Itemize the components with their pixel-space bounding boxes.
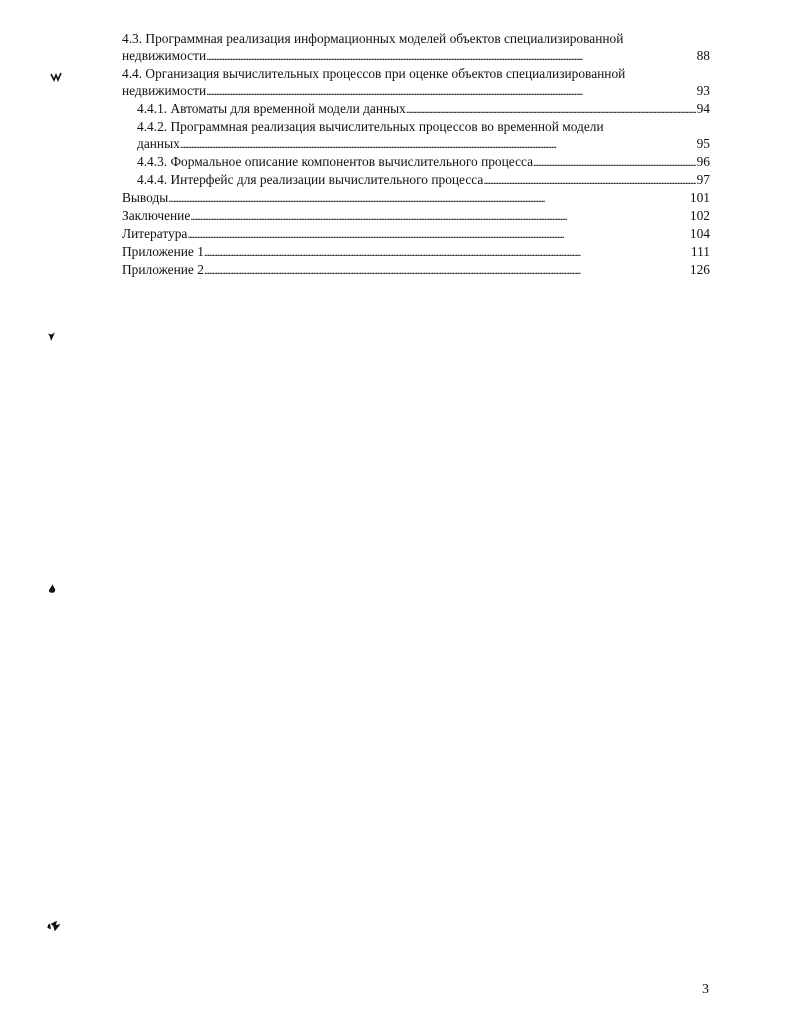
scan-mark-icon xyxy=(47,331,56,342)
toc-page-number: 95 xyxy=(696,136,710,151)
dot-leader xyxy=(204,243,690,261)
toc-entry-title: Литература xyxy=(122,226,188,241)
page-number: 3 xyxy=(702,982,709,997)
toc-entry-final-conclusion[interactable] xyxy=(122,207,710,225)
toc-entry-title: 4.4.1. Автоматы для временной модели данных xyxy=(137,101,406,116)
dot-leader xyxy=(190,207,689,225)
toc-page-number: 88 xyxy=(696,48,710,63)
scan-mark-icon xyxy=(47,920,60,931)
toc-entry-title-line2: данных xyxy=(137,136,180,151)
toc-page-number: 101 xyxy=(689,190,710,205)
toc-entry-title-line1: 4.3. Программная реализация информационных моделей объектов специализированной xyxy=(122,31,624,46)
toc-entry-appendix-1[interactable] xyxy=(122,243,710,261)
toc-entry-appendix-2[interactable] xyxy=(122,261,710,279)
dot-leader xyxy=(168,189,689,207)
dot-leader xyxy=(483,171,695,189)
toc-entry-title-line1: 4.4. Организация вычислительных процессов при оценке объектов специализированной xyxy=(122,66,626,81)
toc-entry-4-4-4[interactable] xyxy=(122,171,710,189)
toc-entry-title: Заключение xyxy=(122,208,191,223)
toc-entry-4-4-1[interactable] xyxy=(122,100,710,118)
toc-page-number: 96 xyxy=(696,154,710,169)
toc-entry-title: Приложение 2 xyxy=(122,262,204,277)
toc-page-number: 104 xyxy=(689,226,710,241)
toc-entry-literature[interactable] xyxy=(122,225,710,243)
toc-entry-4-4-2[interactable] xyxy=(122,118,710,153)
toc-entry-title-line1: 4.4.2. Программная реализация вычислительных процессов во временной модели xyxy=(137,119,604,134)
toc-entry-4-3[interactable] xyxy=(122,30,710,65)
dot-leader xyxy=(187,225,689,243)
toc-entry-title-line2: недвижимости xyxy=(122,83,207,98)
toc-entry-4-4-3[interactable] xyxy=(122,153,710,171)
toc-entry-title: 4.4.3. Формальное описание компонентов вычислительного процесса xyxy=(137,154,534,169)
scan-mark-icon xyxy=(50,72,62,82)
toc-page-number: 94 xyxy=(696,101,710,116)
toc-page-number: 111 xyxy=(690,244,710,259)
toc-entry-conclusions[interactable] xyxy=(122,189,710,207)
toc-entry-title: Приложение 1 xyxy=(122,244,204,259)
toc-entry-4-4[interactable] xyxy=(122,65,710,100)
toc-page-number: 102 xyxy=(689,208,710,223)
dot-leader xyxy=(206,47,695,65)
toc-entry-title-line2: недвижимости xyxy=(122,48,207,63)
dot-leader xyxy=(206,82,695,100)
toc-page-number: 126 xyxy=(689,262,710,277)
dot-leader xyxy=(406,100,696,118)
table-of-contents xyxy=(122,30,710,279)
toc-entry-title: Выводы xyxy=(122,190,169,205)
dot-leader xyxy=(180,135,696,153)
dot-leader xyxy=(533,153,696,171)
dot-leader xyxy=(204,261,689,279)
scan-mark-icon xyxy=(47,583,57,595)
toc-page-number: 97 xyxy=(696,172,710,187)
toc-page-number: 93 xyxy=(696,83,710,98)
toc-entry-title: 4.4.4. Интерфейс для реализации вычислительного процесса xyxy=(137,172,484,187)
